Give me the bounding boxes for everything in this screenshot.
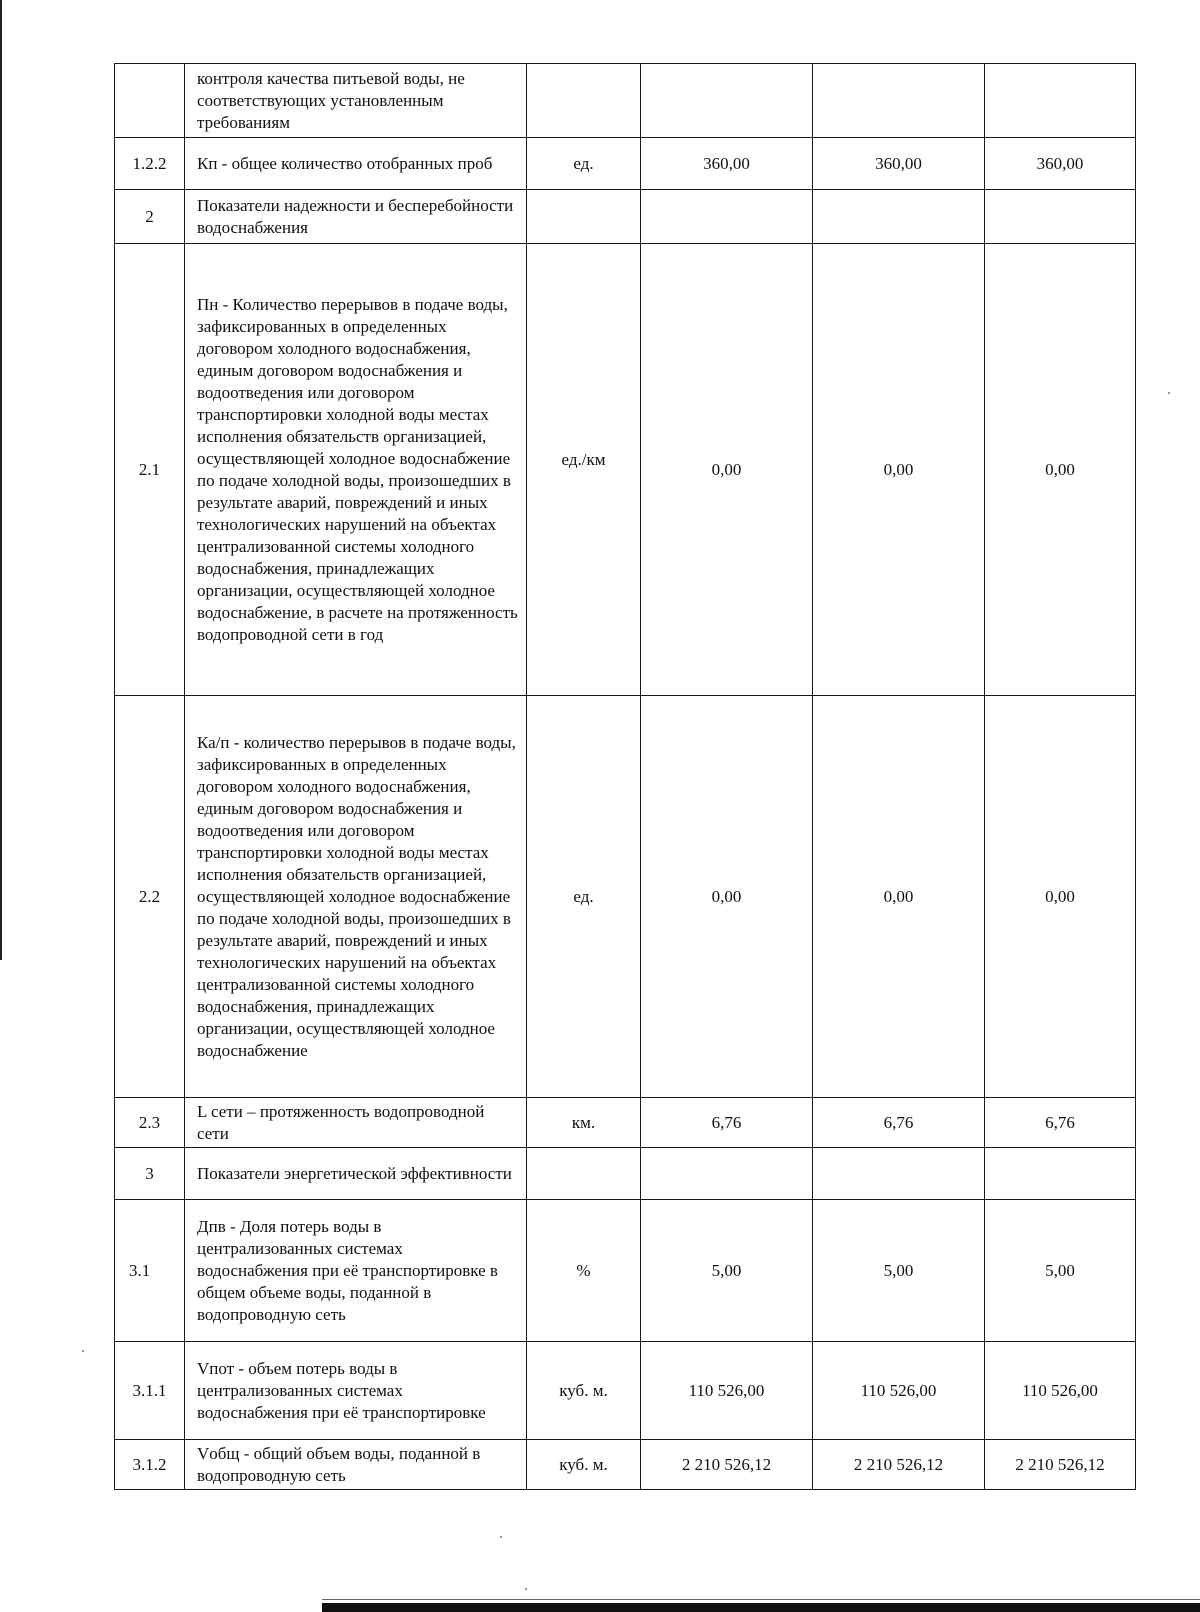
value-year-2	[813, 1148, 985, 1200]
row-number: 3.1.1	[115, 1342, 185, 1440]
table-row	[115, 244, 1136, 696]
row-number	[115, 64, 185, 138]
indicator-name: Показатели надежности и бесперебойности водоснабжения	[185, 190, 527, 244]
value-year-1: 110 526,00	[641, 1342, 813, 1440]
row-number: 3.1.2	[115, 1440, 185, 1490]
value-year-2: 2 210 526,12	[813, 1440, 985, 1490]
indicator-name: Дпв - Доля потерь воды в централизованных системах водоснабжения при её транспортировке в общем объеме воды, поданной в водопроводную сеть	[185, 1200, 527, 1342]
value-year-1	[641, 190, 813, 244]
table-row	[115, 64, 1136, 138]
value-year-2: 0,00	[813, 696, 985, 1098]
unit-cell: %	[527, 1200, 641, 1342]
value-year-2	[813, 64, 985, 138]
indicator-name: Ка/п - количество перерывов в подаче воды, зафиксированных в определенных договором холодного водоснабжения, единым договором водоснабжения и водоотведения или договором транспортировки холодной воды местах исполнения обязательств организацией, осуществляющей холодное водоснабжение по подаче холодной воды, произошедших в результате аварий, повреждений и иных технологических нарушений на объектах централизованной системы холодного водоснабжения, принадлежащих организации, осуществляющей холодное водоснабжение	[185, 696, 527, 1098]
row-number: 2	[115, 190, 185, 244]
scan-speck	[500, 1536, 502, 1538]
row-number: 2.1	[115, 244, 185, 696]
value-year-3: 6,76	[985, 1098, 1136, 1148]
table-row	[115, 1098, 1136, 1148]
page-edge-bottom-line	[322, 1599, 1200, 1600]
indicator-name: контроля качества питьевой воды, не соответствующих установленным требованиям	[185, 64, 527, 138]
indicator-name: L сети – протяженность водопроводной сети	[185, 1098, 527, 1148]
unit-cell: ед.	[527, 696, 641, 1098]
row-number: 2.3	[115, 1098, 185, 1148]
table-row	[115, 696, 1136, 1098]
table-row	[115, 1342, 1136, 1440]
table-row	[115, 1148, 1136, 1200]
value-year-2: 110 526,00	[813, 1342, 985, 1440]
value-year-3: 110 526,00	[985, 1342, 1136, 1440]
value-year-1: 0,00	[641, 696, 813, 1098]
value-year-3: 0,00	[985, 696, 1136, 1098]
indicators-table	[114, 63, 1136, 1490]
value-year-2: 360,00	[813, 138, 985, 190]
unit-cell	[527, 190, 641, 244]
value-year-3: 360,00	[985, 138, 1136, 190]
indicator-name: Показатели энергетической эффективности	[185, 1148, 527, 1200]
unit-cell: куб. м.	[527, 1440, 641, 1490]
row-number: 3.1	[115, 1200, 185, 1342]
indicator-name: Vобщ - общий объем воды, поданной в водопроводную сеть	[185, 1440, 527, 1490]
value-year-2: 6,76	[813, 1098, 985, 1148]
indicator-name: Vпот - объем потерь воды в централизованных системах водоснабжения при её транспортировке	[185, 1342, 527, 1440]
value-year-1: 0,00	[641, 244, 813, 696]
value-year-3: 0,00	[985, 244, 1136, 696]
indicator-name: Кп - общее количество отобранных проб	[185, 138, 527, 190]
row-number: 1.2.2	[115, 138, 185, 190]
value-year-3	[985, 64, 1136, 138]
value-year-1: 5,00	[641, 1200, 813, 1342]
unit-cell	[527, 1148, 641, 1200]
value-year-1: 360,00	[641, 138, 813, 190]
value-year-2	[813, 190, 985, 244]
value-year-2: 5,00	[813, 1200, 985, 1342]
scan-speck	[82, 1350, 84, 1352]
page-edge-bottom	[322, 1603, 1200, 1612]
value-year-1: 2 210 526,12	[641, 1440, 813, 1490]
value-year-3: 5,00	[985, 1200, 1136, 1342]
row-number: 2.2	[115, 696, 185, 1098]
unit-cell	[527, 64, 641, 138]
value-year-3	[985, 1148, 1136, 1200]
unit-cell: ед.	[527, 138, 641, 190]
value-year-1: 6,76	[641, 1098, 813, 1148]
value-year-3: 2 210 526,12	[985, 1440, 1136, 1490]
value-year-1	[641, 1148, 813, 1200]
unit-cell: км.	[527, 1098, 641, 1148]
indicator-name: Пн - Количество перерывов в подаче воды, зафиксированных в определенных договором холодного водоснабжения, единым договором водоснабжения и водоотведения или договором транспортировки холодной воды местах исполнения обязательств организацией, осуществляющей холодное водоснабжение по подаче холодной воды, произошедших в результате аварий, повреждений и иных технологических нарушений на объектах централизованной системы холодного водоснабжения, принадлежащих организации, осуществляющей холодное водоснабжение, в расчете на протяженность водопроводной сети в год	[185, 244, 527, 696]
table-row	[115, 138, 1136, 190]
table-row	[115, 1440, 1136, 1490]
scan-speck	[1168, 392, 1170, 394]
table-row	[115, 1200, 1136, 1342]
value-year-2: 0,00	[813, 244, 985, 696]
unit-cell: ед./км	[527, 244, 641, 696]
value-year-3	[985, 190, 1136, 244]
table-row	[115, 190, 1136, 244]
row-number: 3	[115, 1148, 185, 1200]
unit-cell: куб. м.	[527, 1342, 641, 1440]
scan-speck	[525, 1588, 527, 1590]
page-edge-left	[0, 0, 2, 960]
value-year-1	[641, 64, 813, 138]
